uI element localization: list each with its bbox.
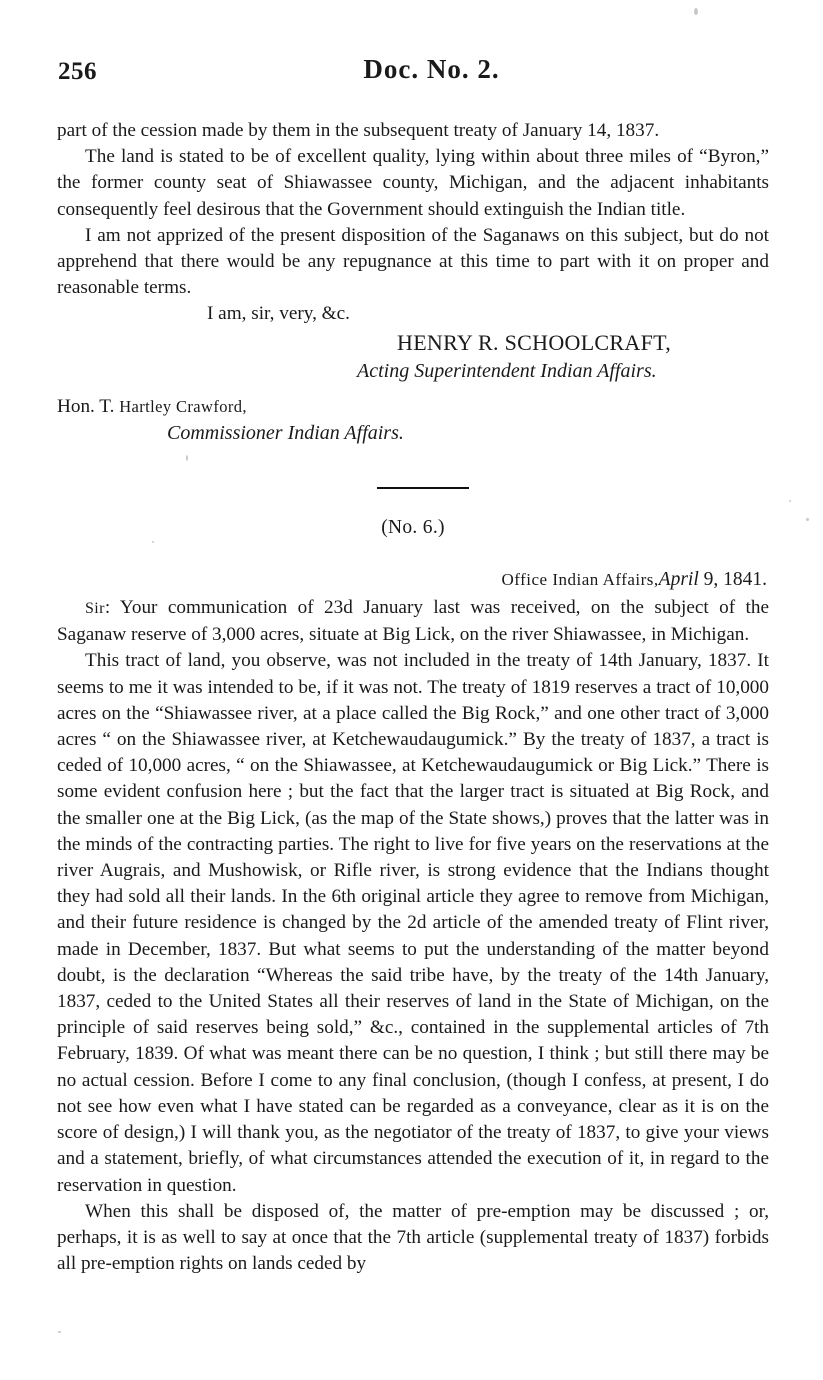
running-head: [0, 54, 823, 98]
paragraph: I am not apprized of the present disposition of the Saganaws on this subject, but do not apprehend that there would be any repugnance at this time to part with it on proper and reasonable terms.: [57, 224, 769, 299]
body-text-column: [57, 118, 769, 1277]
paragraph: This tract of land, you observe, was not included in the treaty of 14th January, 1837. It seems to me it was intended to be, if it was not. The treaty of 1819 reserves a tract of 10,000 acres on the “Shiawassee river, at a place called the Big Rock,” and one other tract of 3,000 acres “ on the Shiawassee river, at Ketchewaudaugumick.” By the treaty of 1837, a tract is ceded of 10,000 acres, “ on the Shiawassee, at Ketchewaudaugumick or Big Lick.” There is some evident confusion here ; but the fact that the larger tract is situated at Big Rock, and the smaller one at the Big Lick, (as the map of the State shows,) proves that the latter was in the minds of the contracting parties. The right to live for five years on the reservations at the river Augrais, and Mushowisk, or Rifle river, is strong evidence that the Indians thought they had sold all their lands. In the 6th original article they agree to remove from Michigan, and their future residence is changed by the 2d article of the amended treaty of Flint river, made in December, 1837. But what seems to put the understanding of the matter beyond doubt, is the declaration “Whereas the said tribe have, by the treaty of the 14th January, 1837, ceded to the United States all their reserves of land in the State of Michigan, on the principle of said reserves being sold,” &c., contained in the supplemental articles of 7th February, 1839. Of what was meant there can be no question, I think ; but still there may be no actual cession. Before I come to any final conclusion, (though I confess, at present, I do not see how even what I have stated can be regarded as a conveyance, clear as it is on the score of design,) I will thank you, as the negotiator of the treaty of 1837, to give your views and a statement, briefly, of what circumstances attended the execution of it, in regard to the reservation in question.: [57, 650, 769, 1196]
salutation-paragraph: [57, 595, 769, 648]
document-title: Doc. No. 2.: [363, 54, 500, 84]
office-name: Office Indian Affairs,: [501, 569, 659, 589]
paragraph: When this shall be disposed of, the matter of pre-emption may be discussed ; or, perhaps, it is as well to say at once that the 7th article (supplemental treaty of 1837) forbids all pre-emption rights on lands ceded by: [57, 1200, 769, 1275]
scan-speck: [186, 455, 188, 461]
scan-speck: [152, 541, 154, 543]
section-number: (No. 6.): [381, 516, 445, 538]
addressee-name: Hartley Crawford,: [119, 396, 247, 416]
scan-speck: [694, 8, 698, 15]
addressee: [57, 393, 769, 420]
paragraph: The land is stated to be of excellent quality, lying within about three miles of “Byron,” the former county seat of Shiawassee county, Michigan, and the adjacent inhabitants consequently feel desirous that the Government should extinguish the Indian title.: [57, 146, 769, 220]
scan-speck: [789, 500, 791, 502]
addressee-title: Commissioner Indian Affairs.: [167, 421, 404, 444]
section-divider: [377, 487, 469, 489]
signature-name: HENRY R. SCHOOLCRAFT,: [397, 329, 672, 355]
paragraph-continuation: part of the cession made by them in the subsequent treaty of January 14, 1837.: [57, 120, 660, 141]
salutation-body: : Your communication of 23d January last was received, on the subject of the Saganaw reserve of 3,000 acres, situate at Big Lick, on the river Shiawassee, in Michigan.: [57, 597, 769, 646]
signature-title: Acting Superintendent Indian Affairs.: [357, 359, 657, 382]
scan-speck: [806, 518, 809, 521]
closing-line: I am, sir, very, &c.: [207, 303, 350, 325]
salutation: Sir: [85, 600, 105, 618]
addressee-prefix: Hon. T.: [57, 395, 120, 417]
scan-speck: [58, 1331, 61, 1333]
date-month: April: [658, 568, 699, 590]
page-number: 256: [58, 58, 97, 85]
date-rest: 9, 1841.: [698, 568, 767, 590]
dateline: [57, 567, 769, 593]
